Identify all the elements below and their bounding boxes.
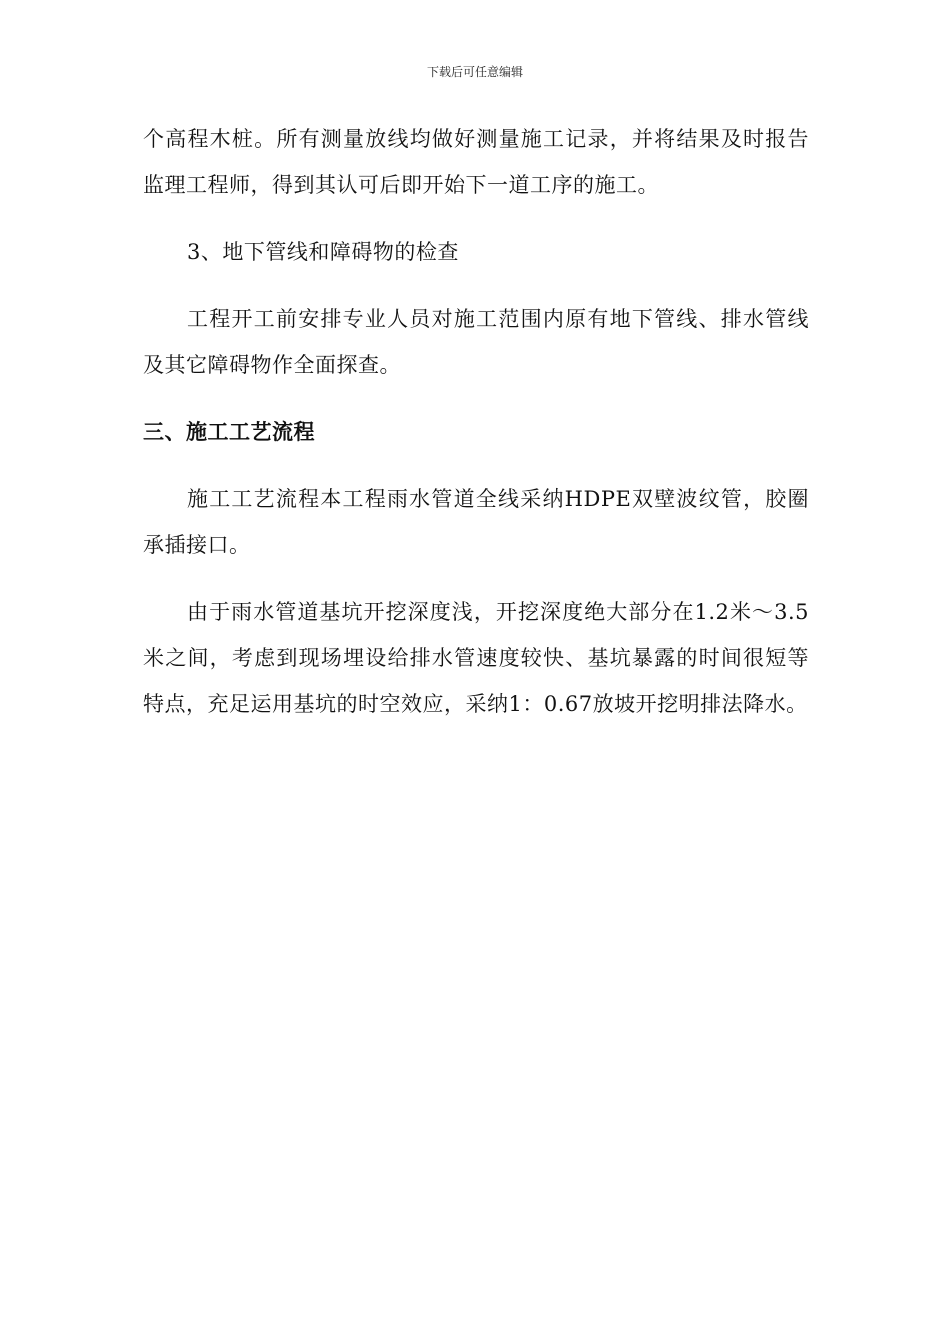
paragraph-process-description: 施工工艺流程本工程雨水管道全线采纳HDPE双壁波纹管，胶圈承插接口。 [143, 487, 809, 557]
paragraph-pipeline-inspection: 工程开工前安排专业人员对施工范围内原有地下管线、排水管线及其它障碍物作全面探查。 [143, 307, 809, 377]
page-header: 下载后可任意编辑 [426, 65, 523, 79]
subheading-pipeline-inspection: 3、地下管线和障碍物的检查 [187, 240, 459, 264]
paragraph-excavation-method: 由于雨水管道基坑开挖深度浅，开挖深度绝大部分在1.2米～3.5米之间，考虑到现场埋设给排水管速度较快、基坑暴露的时间很短等特点，充足运用基坑的时空效应，采纳1：0.67放坡开挖明排法降水。 [143, 600, 809, 716]
document-body [143, 116, 809, 727]
paragraph-survey-records: 个高程木桩。所有测量放线均做好测量施工记录，并将结果及时报告监理工程师，得到其认可后即开始下一道工序的施工。 [143, 127, 809, 197]
section-heading-construction-process: 三、施工工艺流程 [143, 420, 315, 444]
